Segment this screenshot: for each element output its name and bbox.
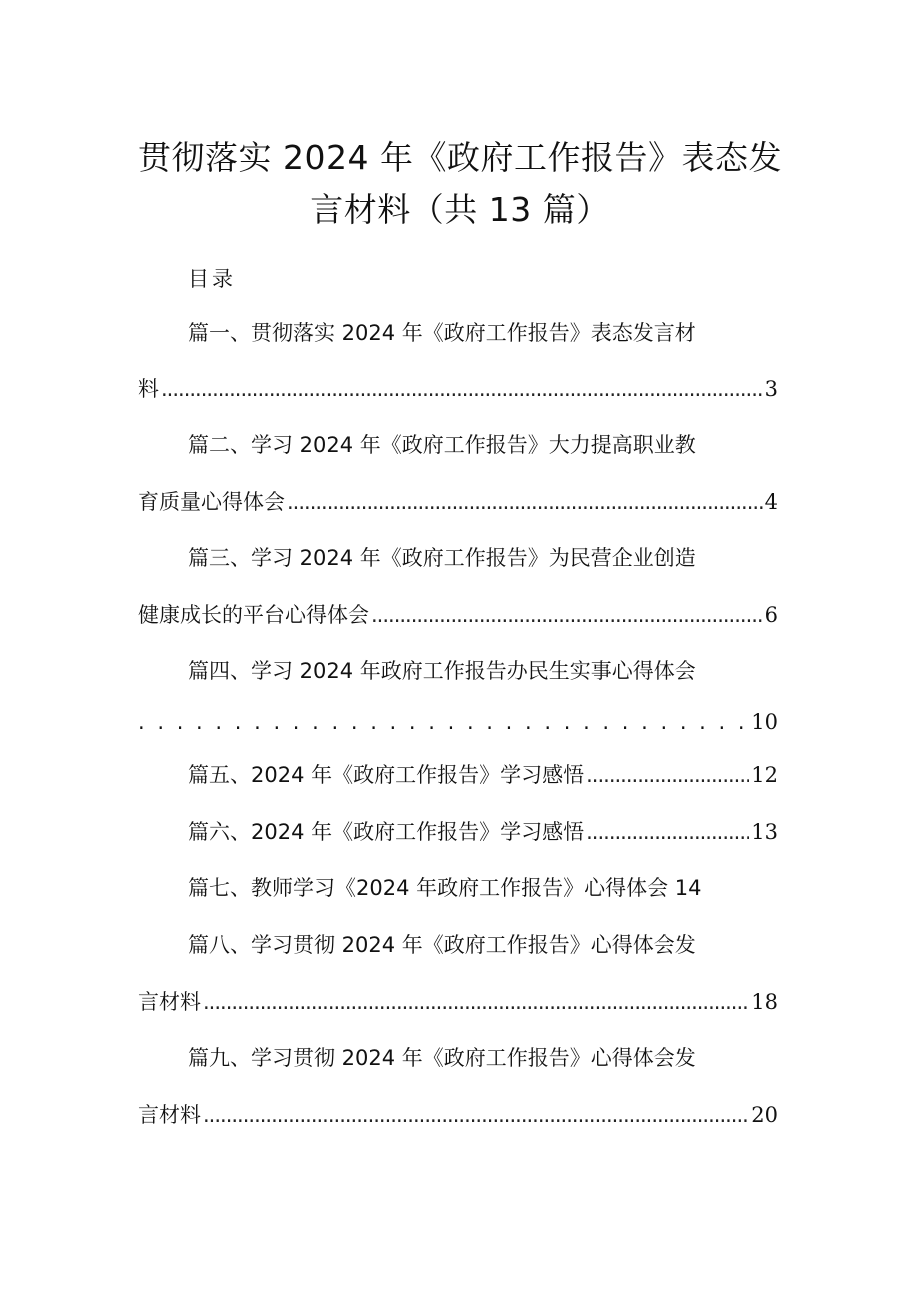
toc-entry-8-title[interactable]: 篇八、学习贯彻 2024 年《政府工作报告》心得体会发	[188, 933, 696, 957]
toc-page-number: 6	[764, 603, 778, 627]
toc-entry-text: 篇六、2024 年《政府工作报告》学习感悟	[188, 820, 585, 844]
toc-entry-3-continuation[interactable]	[138, 600, 778, 630]
toc-entry-text: 健康成长的平台心得体会	[138, 603, 369, 627]
toc-leader-dots	[586, 817, 749, 847]
toc-entry-1-title[interactable]: 篇一、贯彻落实 2024 年《政府工作报告》表态发言材	[188, 321, 696, 345]
toc-leader-dots	[371, 600, 763, 630]
toc-entry-text: 料	[138, 377, 159, 401]
toc-leader-dots	[138, 707, 747, 737]
toc-entry-7[interactable]: 篇七、教师学习《2024 年政府工作报告》心得体会 14	[188, 876, 702, 900]
toc-leader-dots	[287, 487, 763, 517]
toc-entry-3-title[interactable]: 篇三、学习 2024 年《政府工作报告》为民营企业创造	[188, 546, 696, 570]
toc-page-number: 18	[751, 990, 778, 1014]
toc-page-number: 3	[764, 377, 778, 401]
toc-leader-dots	[586, 760, 749, 790]
toc-entry-2-continuation[interactable]	[138, 487, 778, 517]
toc-page-number: 12	[751, 763, 778, 787]
toc-page-number: 4	[764, 490, 778, 514]
toc-entry-text: 言材料	[138, 990, 201, 1014]
toc-heading: 目录	[188, 267, 236, 291]
toc-entry-4-title[interactable]: 篇四、学习 2024 年政府工作报告办民生实事心得体会	[188, 659, 696, 683]
toc-entry-2-title[interactable]: 篇二、学习 2024 年《政府工作报告》大力提高职业教	[188, 433, 696, 457]
toc-entry-1-continuation[interactable]	[138, 374, 778, 404]
toc-page-number: 10	[751, 710, 778, 734]
toc-page-number: 13	[751, 820, 778, 844]
toc-entry-9-title[interactable]: 篇九、学习贯彻 2024 年《政府工作报告》心得体会发	[188, 1046, 696, 1070]
toc-leader-dots	[203, 987, 749, 1017]
toc-entry-text: 篇五、2024 年《政府工作报告》学习感悟	[188, 763, 585, 787]
toc-leader-dots	[203, 1100, 749, 1130]
toc-entry-8-continuation[interactable]	[138, 987, 778, 1017]
toc-entry-4-continuation[interactable]	[138, 707, 778, 737]
toc-entry-5[interactable]	[188, 760, 778, 790]
toc-leader-dots	[161, 374, 763, 404]
toc-entry-9-continuation[interactable]	[138, 1100, 778, 1130]
toc-page-number: 20	[751, 1103, 778, 1127]
document-title-line-1: 贯彻落实 2024 年《政府工作报告》表态发	[138, 138, 782, 177]
document-title-line-2: 言材料（共 13 篇）	[310, 190, 610, 229]
toc-entry-text: 育质量心得体会	[138, 490, 285, 514]
toc-entry-text: 言材料	[138, 1103, 201, 1127]
toc-entry-6[interactable]	[188, 817, 778, 847]
